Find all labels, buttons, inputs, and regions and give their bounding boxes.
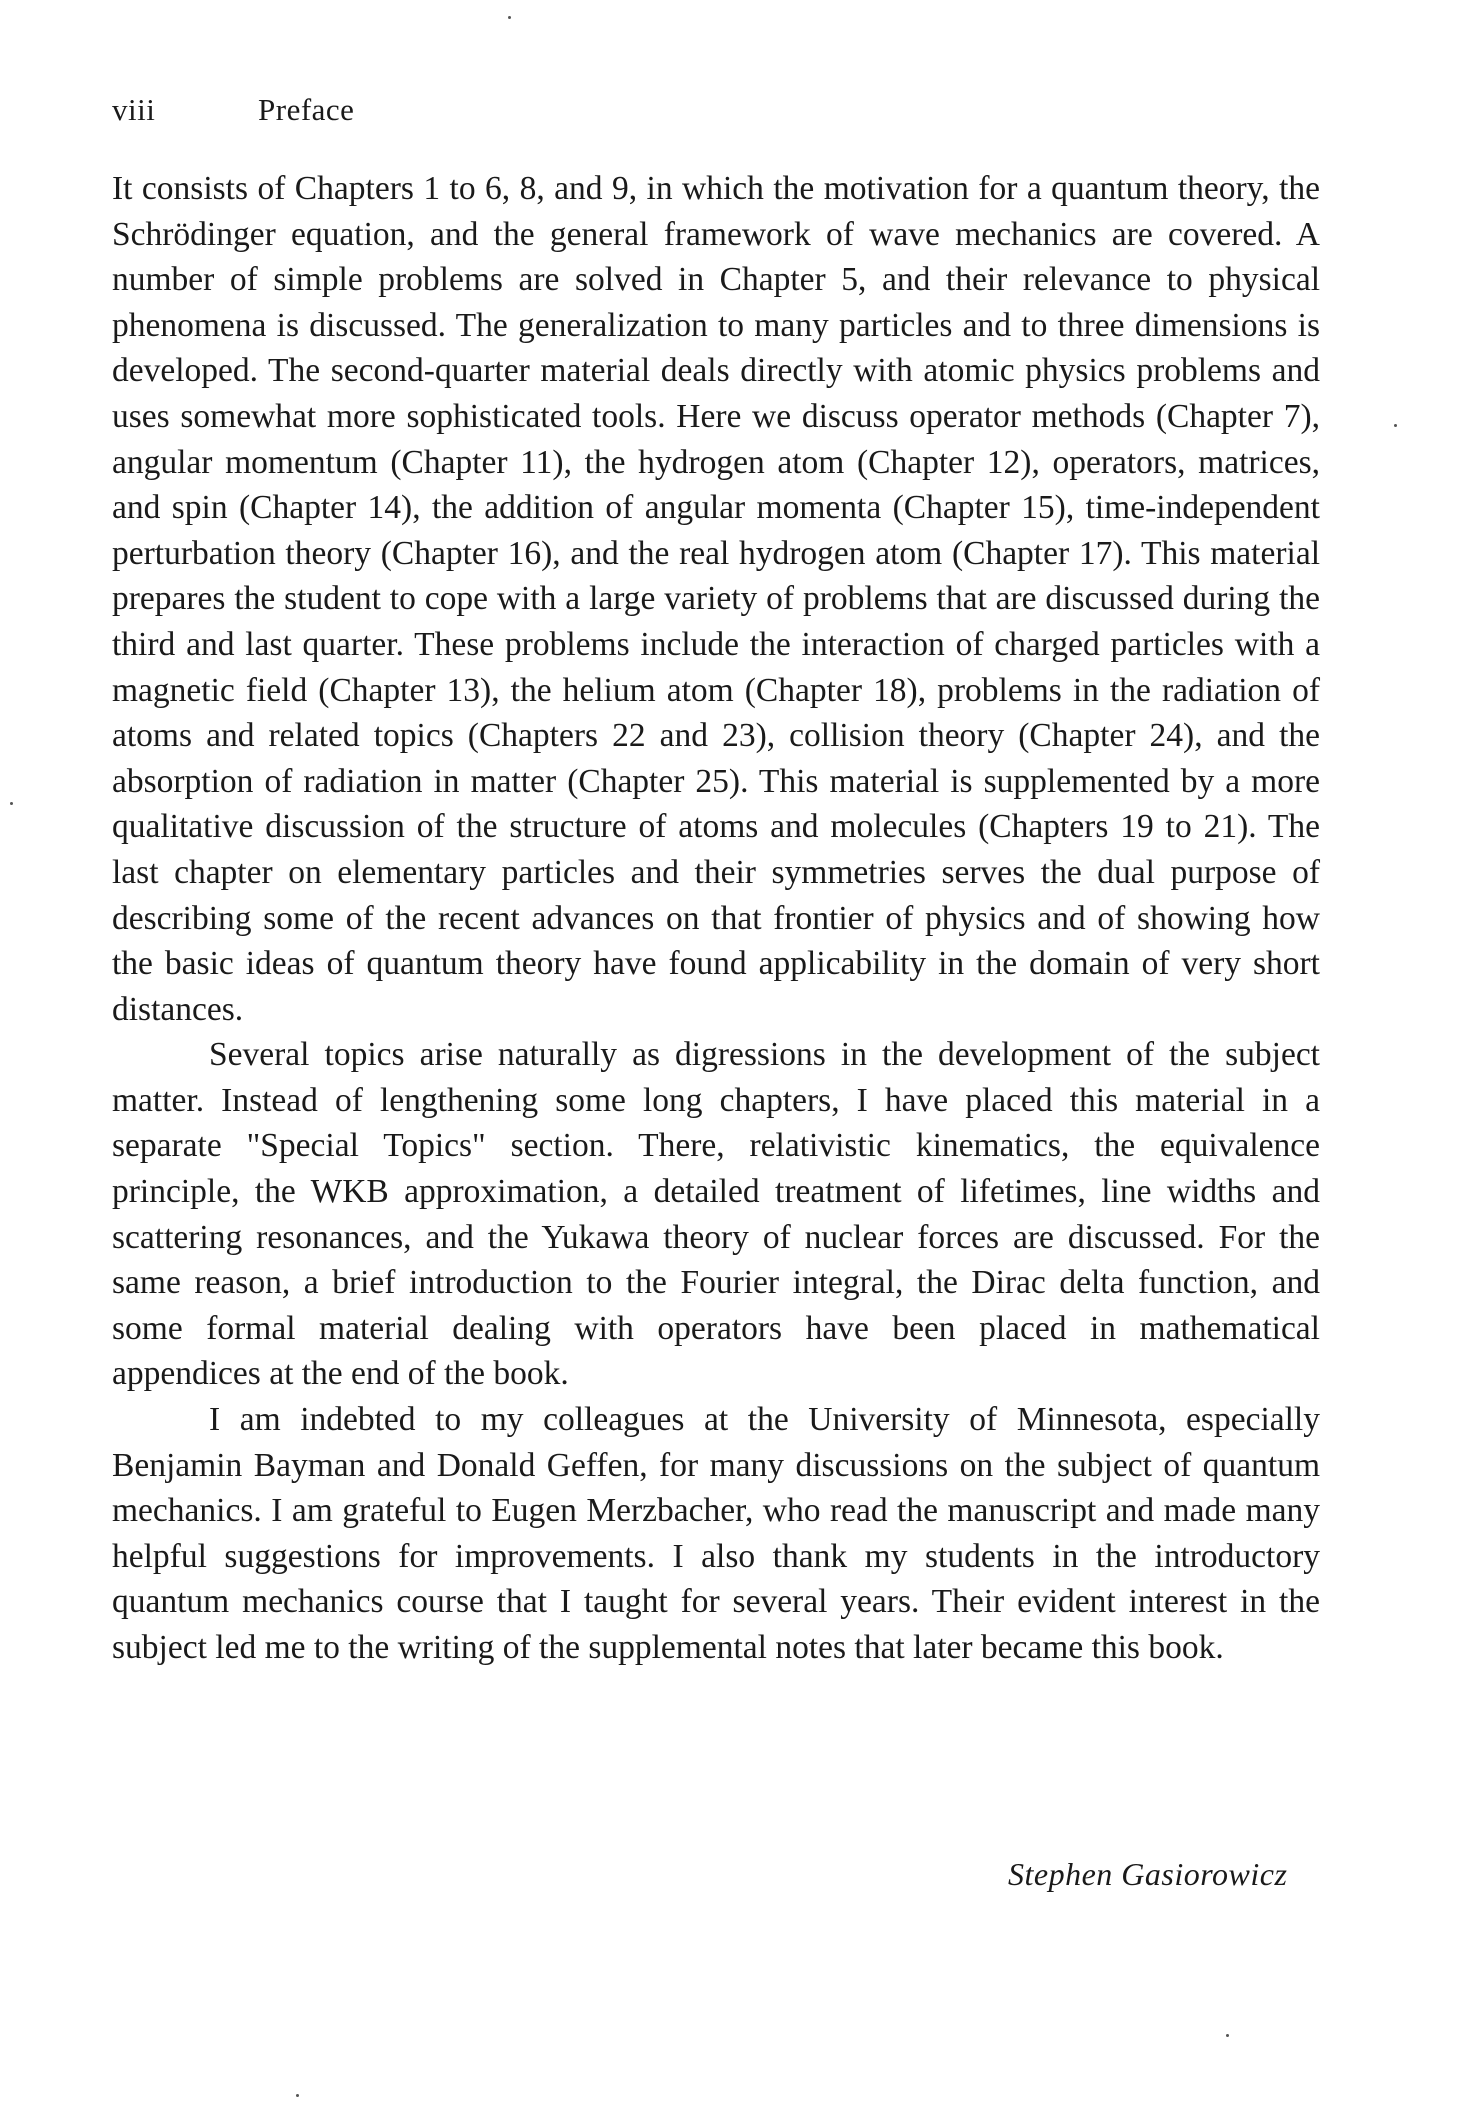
- scan-speck: [1394, 424, 1397, 427]
- page-number: viii: [112, 92, 156, 127]
- paragraph-3: I am indebted to my colleagues at the University of Minnesota, especially Benjamin Bayman and Donald Geffen, for many discussions on the subject of quantum mechanics. I am grateful to Eugen Merzbacher, who read the manuscript and made many helpful suggestions for improvements. I also thank my students in the introductory quantum mechanics course that I taught for several years. Their evident interest in the subject led me to the writing of the supplemental notes that later became this book.: [112, 1401, 1320, 1666]
- author-signature: Stephen Gasiorowicz: [1008, 1856, 1288, 1892]
- section-title: Preface: [258, 92, 355, 127]
- scan-speck: [1226, 2034, 1229, 2037]
- scan-speck: [508, 16, 511, 19]
- scan-speck: [296, 2094, 299, 2097]
- running-head: [112, 92, 354, 128]
- scan-speck: [10, 802, 13, 805]
- preface-body: [112, 166, 1320, 1671]
- paragraph-1: It consists of Chapters 1 to 6, 8, and 9, in which the motivation for a quantum theory, the Schrödinger equation, and the general framework of wave mechanics are covered. A number of simple problems are solved in Chapter 5, and their relevance to physical phenomena is discussed. The generalization to many particles and to three dimensions is developed. The second-quarter material deals directly with atomic physics problems and uses somewhat more sophisticated tools. Here we discuss operator methods (Chapter 7), angular momentum (Chapter 11), the hydrogen atom (Chapter 12), operators, matrices, and spin (Chapter 14), the addition of angular momenta (Chapter 15), time-independent perturbation theory (Chapter 16), and the real hydrogen atom (Chapter 17). This material prepares the student to cope with a large variety of problems that are discussed during the third and last quarter. These problems include the interaction of charged particles with a magnetic field (Chapter 13), the helium atom (Chapter 18), problems in the radiation of atoms and related topics (Chapters 22 and 23), collision theory (Chapter 24), and the absorption of radiation in matter (Chapter 25). This material is supplemented by a more qualitative discussion of the structure of atoms and molecules (Chapters 19 to 21). The last chapter on elementary particles and their symmetries serves the dual purpose of describing some of the recent advances on that frontier of physics and of showing how the basic ideas of quantum theory have found applicability in the domain of very short distances.: [112, 170, 1320, 1028]
- paragraph-2: Several topics arise naturally as digressions in the development of the subject matter. Instead of lengthening some long chapters, I have placed this material in a separate "Special Topics" section. There, relativistic kinematics, the equivalence principle, the WKB approximation, a detailed treatment of lifetimes, line widths and scattering resonances, and the Yukawa theory of nuclear forces are discussed. For the same reason, a brief introduction to the Fourier integral, the Dirac delta function, and some formal material dealing with operators have been placed in mathematical appendices at the end of the book.: [112, 1036, 1320, 1393]
